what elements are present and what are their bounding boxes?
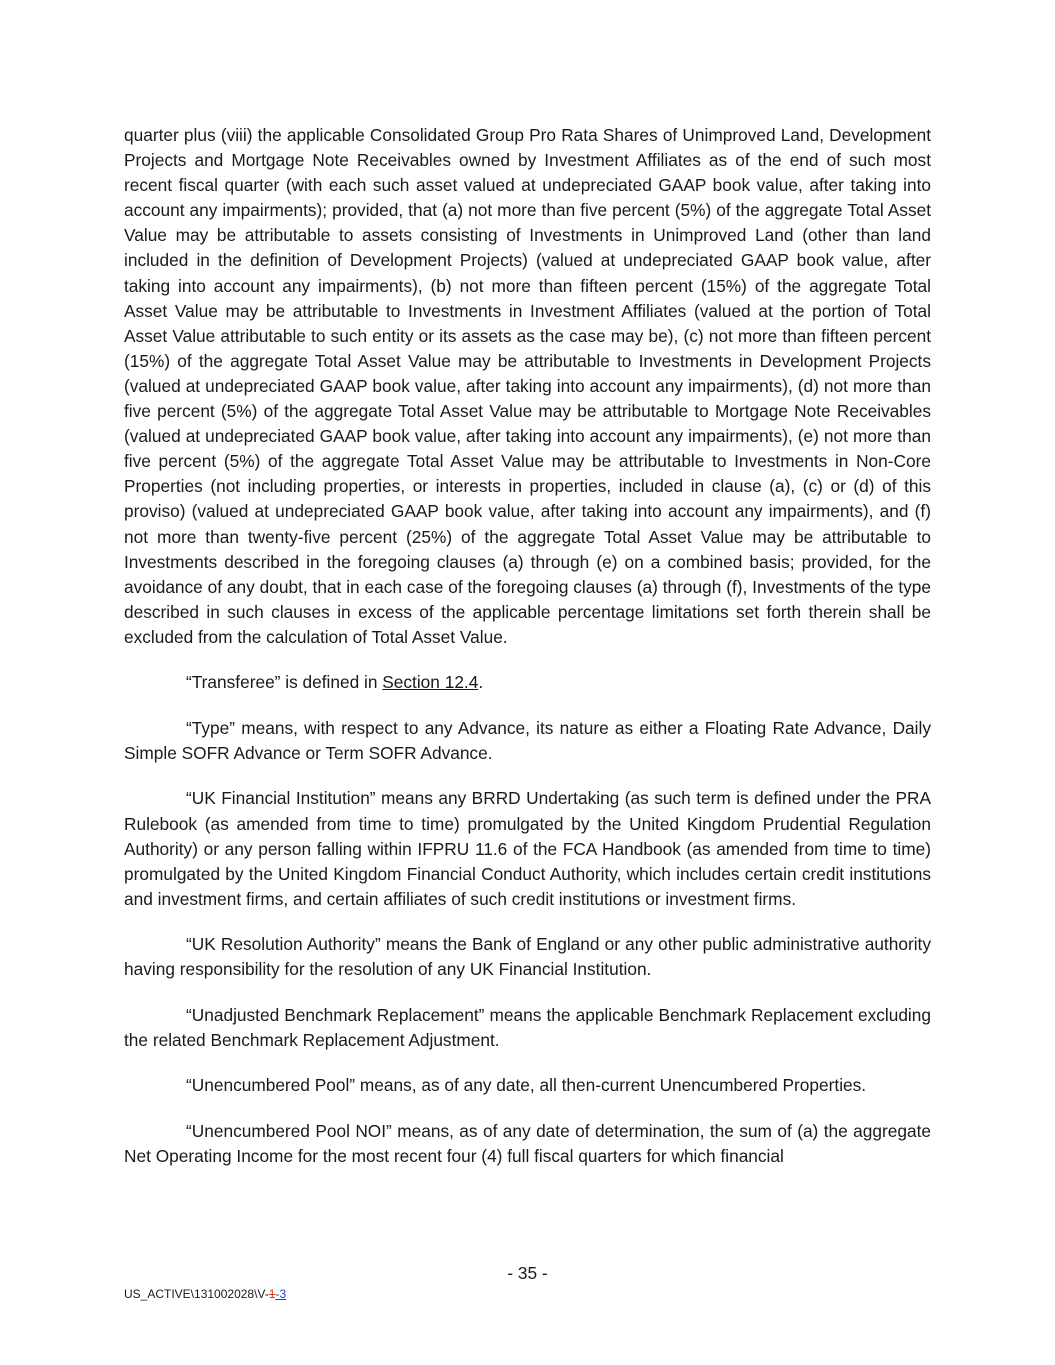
section-reference-link[interactable]: Section 12.4 [382, 672, 479, 693]
transferee-period: . [478, 672, 484, 693]
paragraph-unadjusted-benchmark-replacement: “Unadjusted Benchmark Replacement” means the applicable Benchmark Replacement excluding the related Benchmark Replacement Adjustment. [124, 1004, 931, 1050]
document-id-prefix: US_ACTIVE\131002028\V- [124, 1287, 269, 1301]
paragraph-total-asset-value-continuation: quarter plus (viii) the applicable Consolidated Group Pro Rata Shares of Unimproved Land, Development Projects and Mortgage Note Receivables owned by Investment Affiliates as of the end of such most recent fiscal quarter (with each such asset valued at undepreciated GAAP book value, after taking into account any impairments); provided, that (a) not more than five percent (5%) of the aggregate Total Asset Value may be attributable to assets consisting of Investments in Unimproved Land (other than land included in the definition of Development Projects) (valued at undepreciated GAAP book value, after taking into account any impairments), (b) not more than fifteen percent (15%) of the aggregate Total Asset Value may be attributable to Investments in Investment Affiliates (valued at the portion of Total Asset Value attributable to such entity or its assets as the case may be), (c) not more than fifteen percent (15%) of the aggregate Total Asset Value may be attributable to Investments in Development Projects (valued at undepreciated GAAP book value, after taking into account any impairments), (d) not more than five percent (5%) of the aggregate Total Asset Value may be attributable to Mortgage Note Receivables (valued at undepreciated GAAP book value, after taking into account any impairments), (e) not more than five percent (5%) of the aggregate Total Asset Value may be attributable to Investments in Non-Core Properties (not including properties, or interests in properties, included in clause (a), (c) or (d) of this proviso) (valued at undepreciated GAAP book value, after taking into account any impairments), and (f) not more than twenty-five percent (25%) of the aggregate Total Asset Value may be attributable to Investments described in the foregoing clauses (a) through (e) on a combined basis; provided, for the avoidance of any doubt, that in each case of the foregoing clauses (a) through (f), Investments of the type described in such clauses in excess of the applicable percentage limitations set forth therein shall be excluded from the calculation of Total Asset Value. [124, 125, 931, 647]
paragraph-transferee [124, 670, 931, 695]
document-id-deleted-version: 1 [268, 1287, 276, 1301]
paragraph-unencumbered-pool: “Unencumbered Pool” means, as of any date, all then-current Unencumbered Properties. [186, 1075, 867, 1096]
paragraph-type: “Type” means, with respect to any Advance, its nature as either a Floating Rate Advance, Daily Simple SOFR Advance or Term SOFR Advance. [124, 717, 931, 763]
document-id-inserted-version: -3 [275, 1287, 287, 1301]
paragraph-uk-resolution-authority: “UK Resolution Authority” means the Bank of England or any other public administrative authority having responsibility for the resolution of any UK Financial Institution. [124, 934, 931, 980]
document-body [124, 123, 931, 1190]
document-id [124, 1286, 286, 1302]
paragraph-unencumbered-pool-noi: “Unencumbered Pool NOI” means, as of any date of determination, the sum of (a) the aggregate Net Operating Income for the most recent four (4) full fiscal quarters for which financial [124, 1120, 931, 1167]
transferee-text: “Transferee” is defined in [186, 672, 383, 693]
page-number: - 35 - [507, 1263, 548, 1283]
paragraph-uk-financial-institution: “UK Financial Institution” means any BRRD Undertaking (as such term is defined under the PRA Rulebook (as amended from time to time) promulgated by the United Kingdom Prudential Regulation Authority) or any person falling within IFPRU 11.6 of the FCA Handbook (as amended from time to time) promulgated by the United Kingdom Financial Conduct Authority, which includes certain credit institutions and investment firms, and certain affiliates of such credit institutions or investment firms. [124, 788, 931, 909]
